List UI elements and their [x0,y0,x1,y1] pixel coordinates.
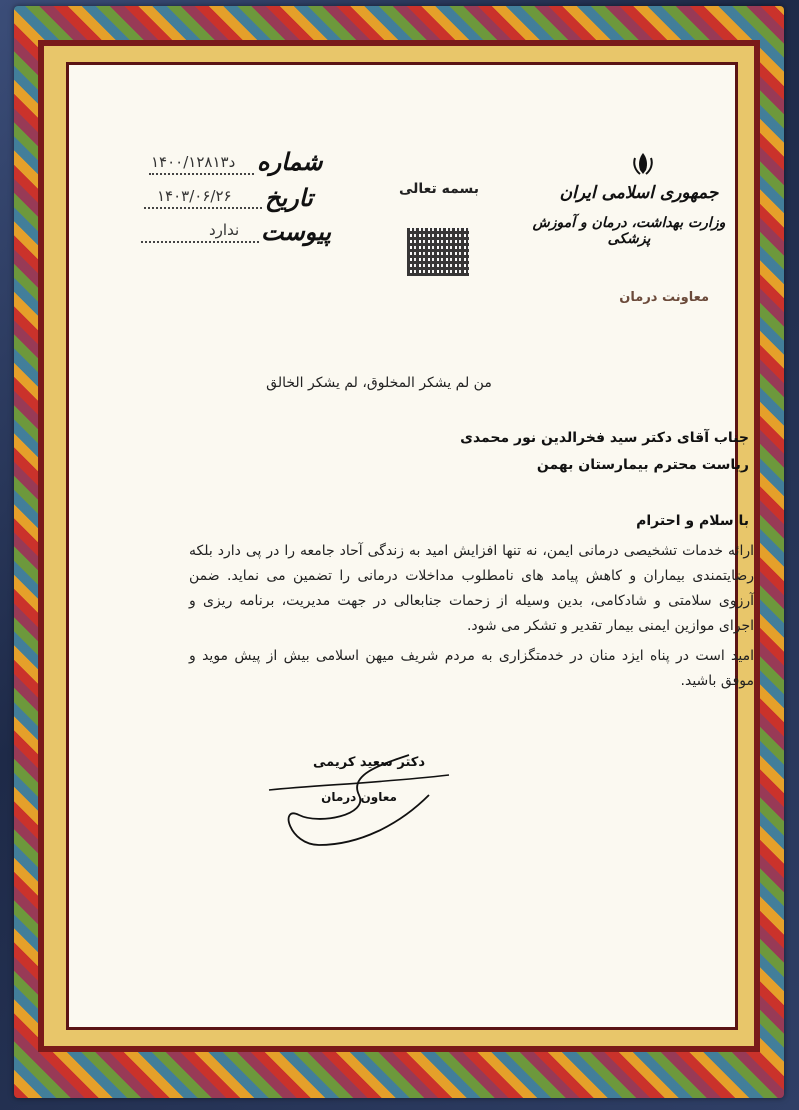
qr-code [407,228,469,276]
greeting: با سلام و احترام [636,513,749,529]
attachment-dots [141,241,259,243]
date-value: ۱۴۰۳/۰۶/۲۶ [157,187,232,205]
letter-paper [66,62,754,1030]
recipient-title: ریاست محترم بیمارستان بهمن [536,457,749,473]
date-label: تاریخ [265,183,313,212]
country-name: جمهوری اسلامی ایران [559,183,719,203]
ministry-name: وزارت بهداشت، درمان و آموزش پزشکی [532,215,726,247]
department-name: معاونت درمان [619,290,709,305]
number-dots [149,173,254,175]
number-value: د۱۴۰۰/۱۲۸۱۳ [151,153,236,171]
opening-saying: من لم یشکر المخلوق، لم یشکر الخالق [266,375,492,391]
attachment-value: ندارد [209,221,240,239]
bismillah: بسمه تعالی [398,181,480,197]
signatory-name: دکتر سعید کریمی [312,755,425,770]
iran-emblem-icon [629,150,657,178]
recipient-name: جناب آقای دکتر سید فخرالدین نور محمدی [460,430,749,446]
number-label: شماره [257,147,323,176]
date-dots [144,207,262,209]
body-paragraph-2: امید است در پناه ایزد منان در خدمتگزاری به مردم شریف میهن اسلامی بیش از پیش موید و موفق باشید. [189,648,754,689]
signatory-title: معاون درمان [321,790,397,804]
body-paragraph-1: ارائه خدمات تشخیصی درمانی ایمن، نه تنها افزایش امید به زندگی آحاد جامعه را در پی دارد بلکه رضایتمندی بیماران و کاهش پیامد های نامطلوب مداخلات درمانی را تضمین می نماید. ضمن آرزوی سلامتی و شادکامی، بدین وسیله از زحمات جنابعالی در جهت مدیریت، برنامه ریزی و اجرای موازین ایمنی بیمار تقدیر و تشکر می شود. [189,543,754,634]
attachment-label: پیوست [261,217,331,246]
